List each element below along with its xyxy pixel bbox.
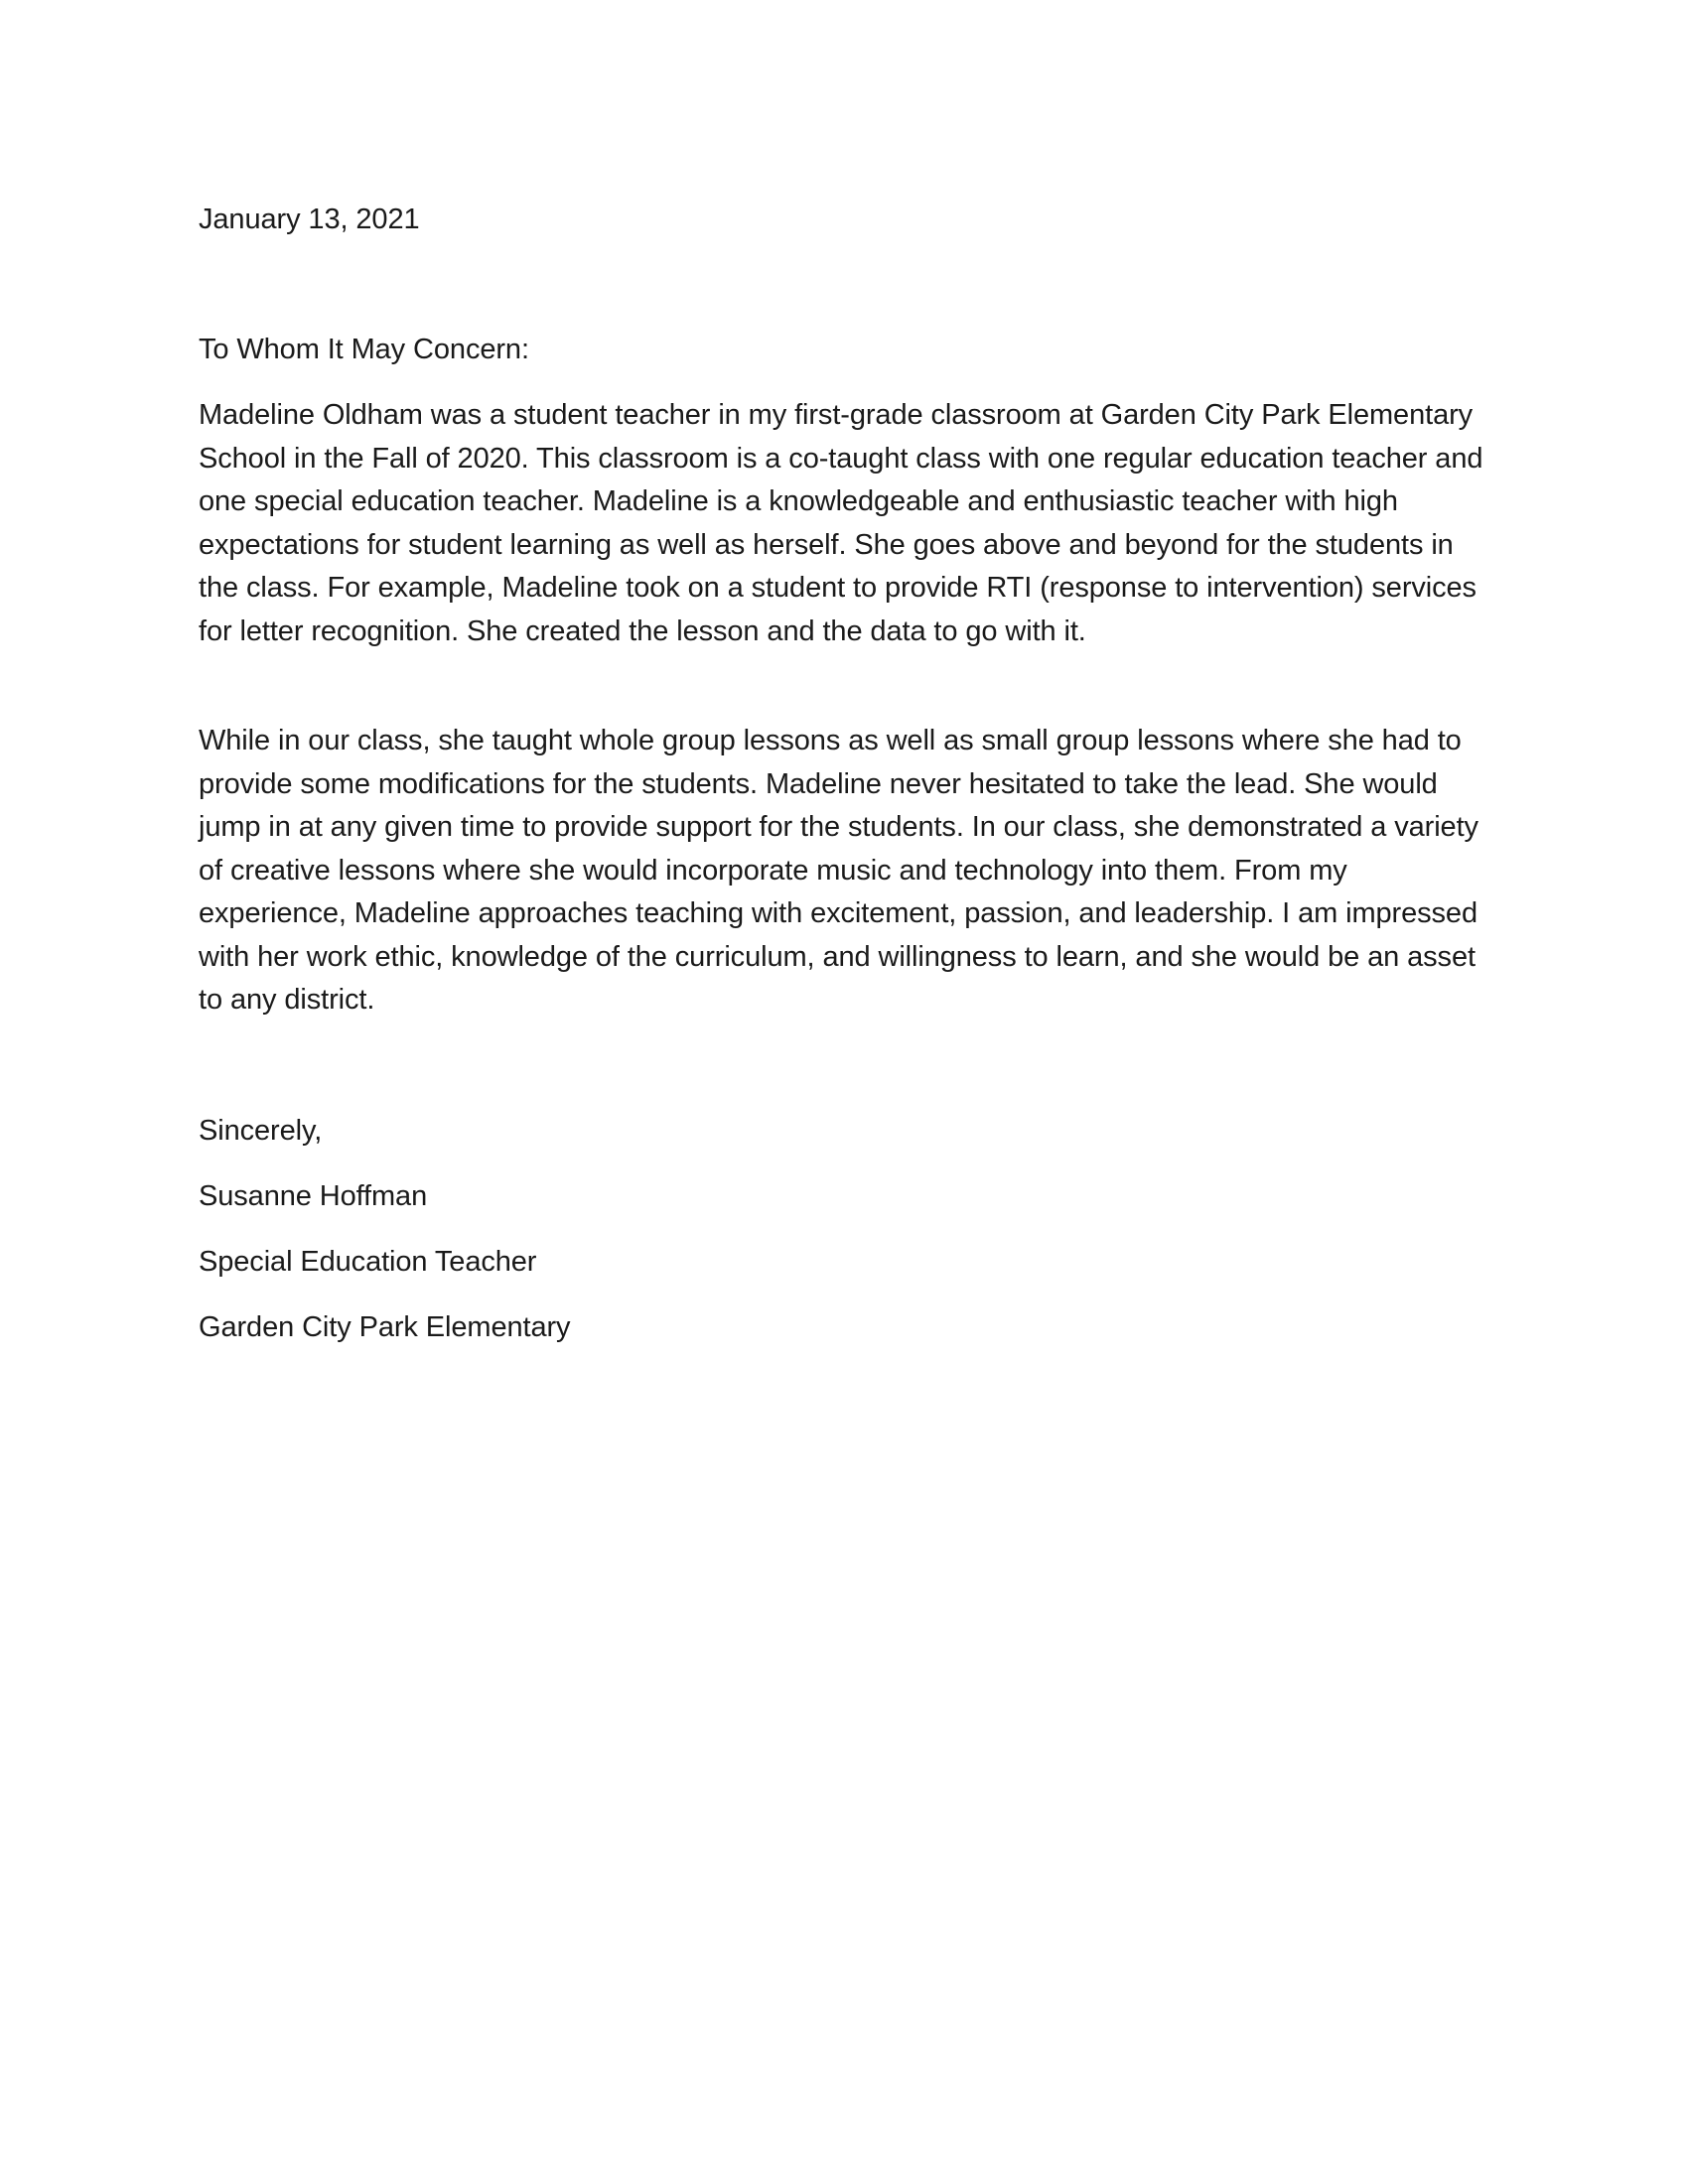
letter-date: January 13, 2021 [199, 204, 420, 235]
signature-school: Garden City Park Elementary [199, 1311, 571, 1343]
letter-paragraph-2: While in our class, she taught whole group lessons as well as small group lessons where she had to provide some modifications for the students. Madeline never hesitated to take the lead. She would jump in at any given time to provide support for the students. In our class, she demonstrated a variety of creative lessons where she would incorporate music and technology into them. From my experience, Madeline approaches teaching with excitement, passion, and leadership. I am impressed with her work ethic, knowledge of the curriculum, and willingness to learn, and she would be an asset to any district. [199, 725, 1478, 1016]
signature-title: Special Education Teacher [199, 1246, 537, 1278]
letter-closing: Sincerely, [199, 1115, 323, 1147]
letter-paragraph-1: Madeline Oldham was a student teacher in my first-grade classroom at Garden City Park Elementary School in the Fall of 2020. This classroom is a co-taught class with one regular education teacher and one special education teacher. Madeline is a knowledgeable and enthusiastic teacher with high expectations for student learning as well as herself. She goes above and beyond for the students in the class. For example, Madeline took on a student to provide RTI (response to intervention) services for letter recognition. She created the lesson and the data to go with it. [199, 399, 1483, 647]
letter-salutation: To Whom It May Concern: [199, 334, 529, 365]
signature-name: Susanne Hoffman [199, 1180, 428, 1212]
